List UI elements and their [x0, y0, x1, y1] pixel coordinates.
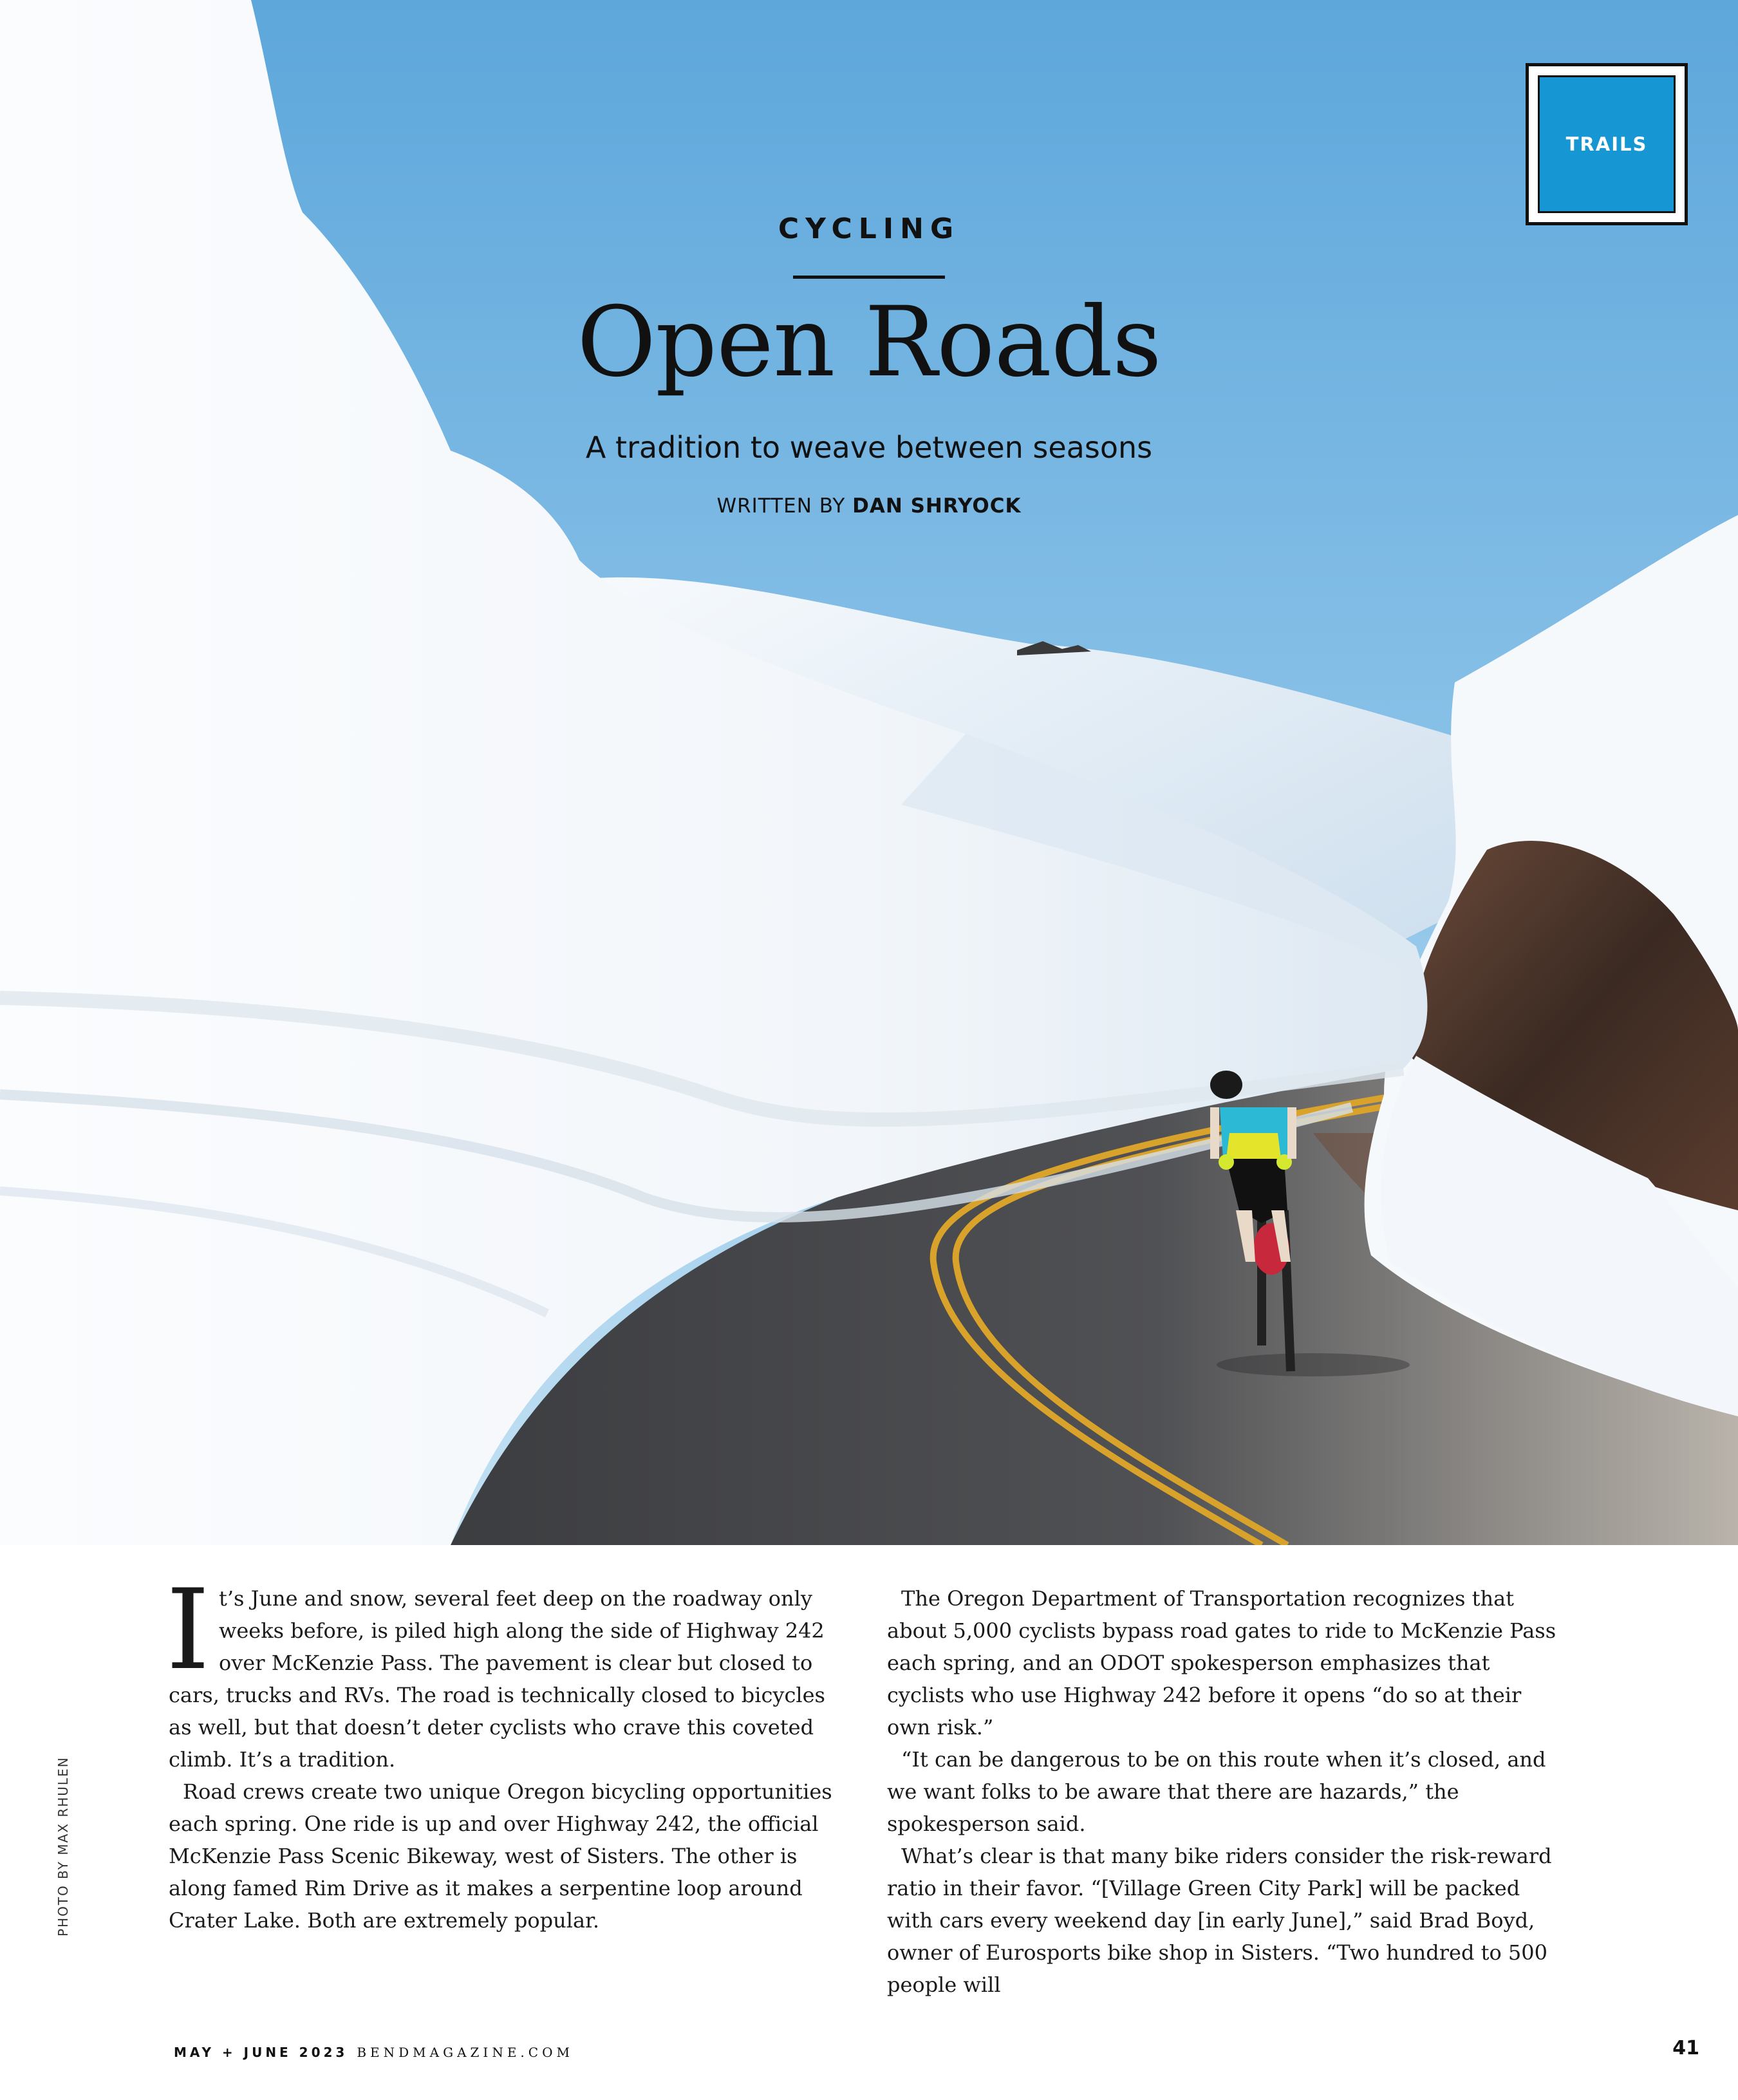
byline — [0, 494, 1738, 518]
kicker-rule — [793, 276, 945, 279]
photo-credit-text: PHOTO BY MAX RHULEN — [55, 1756, 71, 1936]
body-column-left — [166, 1565, 848, 1936]
body-paragraph — [166, 1565, 848, 1776]
body-paragraph: The Oregon Department of Transportation recognizes that about 5,000 cyclists bypass road gates to ride to McKenzie Pass each spring, and an ODOT spokesperson emphasizes that cyclists who use Highway 242 before it opens “do so at their own risk.” — [887, 1586, 1556, 1739]
body-paragraph: Road crews create two unique Oregon bicycling opportunities each spring. One ride is up and over Highway 242, the official McKenzie Pass Scenic Bikeway, west of Sisters. The other is along famed Rim Drive as it makes a serpentine loop around Crater Lake. Both are extremely popular. — [169, 1779, 832, 1933]
byline-prefix: WRITTEN BY — [716, 494, 853, 518]
section-kicker: CYCLING — [778, 212, 960, 245]
photo-credit — [55, 1756, 75, 1936]
drop-cap: I — [166, 1565, 210, 1694]
paragraph-text: t’s June and snow, several feet deep on the roadway only weeks before, is piled high along the side of Highway 242 over McKenzie Pass. The pavement is clear but closed to cars, trucks and RVs. The road is technically closed to bicycles as well, but that doesn’t deter cyclists who crave this coveted climb. It’s a tradition. — [169, 1586, 825, 1772]
page-footer — [174, 2045, 574, 2060]
page-number: 41 — [1672, 2037, 1699, 2059]
section-badge-label: TRAILS — [1538, 75, 1676, 213]
body-paragraph: “It can be dangerous to be on this route when it’s closed, and we want folks to be aware that there are hazards,” the spokesperson said. — [887, 1747, 1546, 1836]
body-paragraph: What’s clear is that many bike riders consider the risk-reward ratio in their favor. “[Village Green City Park] will be packed with cars every weekend day [in early June],” said Brad Boyd, owner of Eurosports bike shop in Sisters. “Two hundred to 500 people will — [887, 1844, 1552, 1997]
article-title: Open Roads — [577, 286, 1161, 398]
article-deck: A tradition to weave between seasons — [585, 430, 1153, 465]
website: BENDMAGAZINE.COM — [357, 2045, 574, 2060]
byline-author: DAN SHRYOCK — [852, 494, 1022, 518]
section-badge — [1526, 63, 1688, 225]
issue-date: MAY + JUNE 2023 — [174, 2045, 348, 2060]
body-column-right — [887, 1582, 1563, 2001]
